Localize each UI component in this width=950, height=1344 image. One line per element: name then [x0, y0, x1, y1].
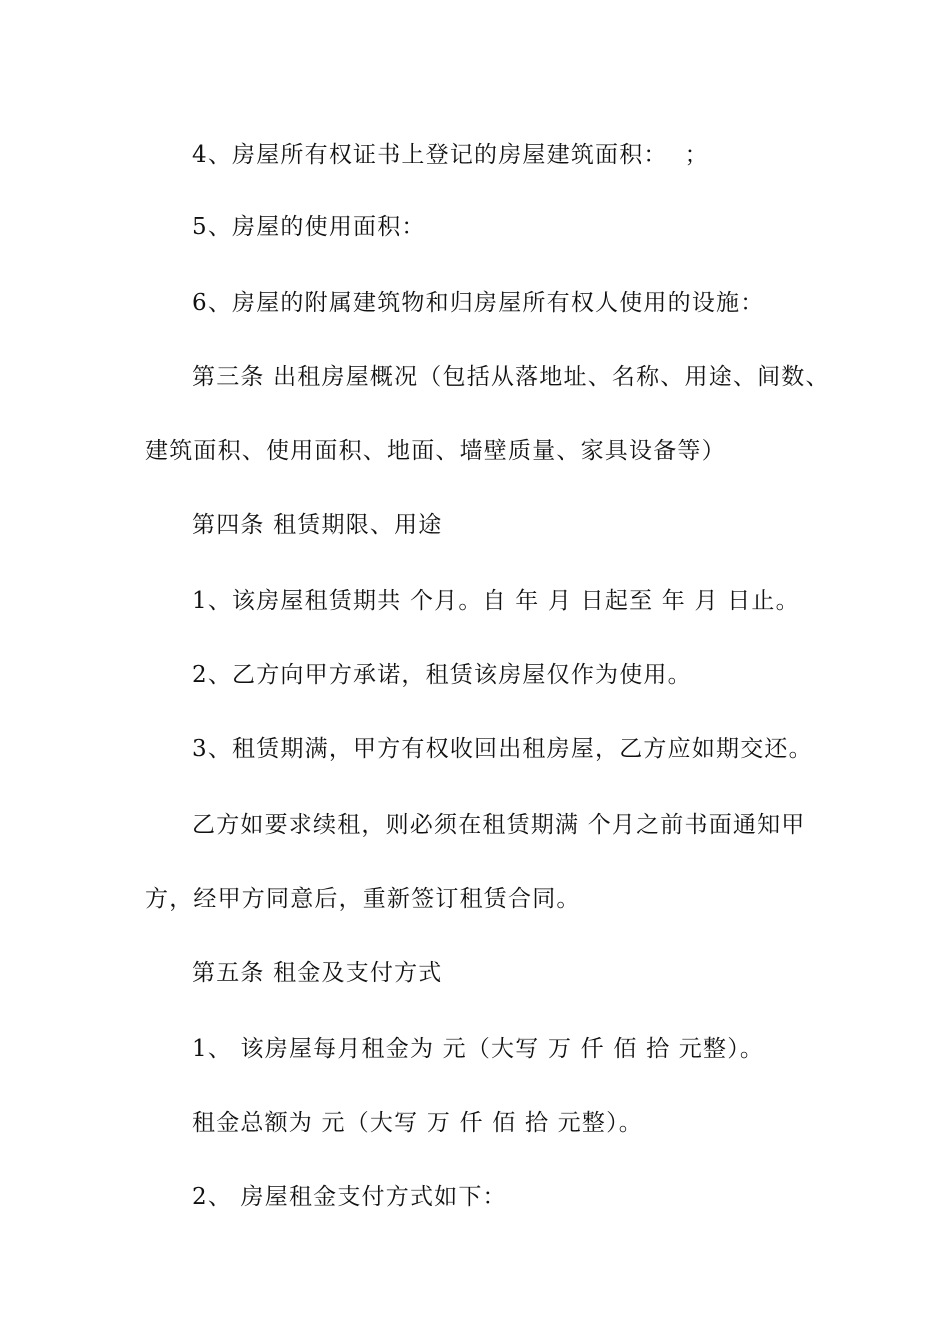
- article-4-item-2: 2、乙方向甲方承诺，租赁该房屋仅作为使用。: [192, 662, 692, 688]
- article-3-continuation: 建筑面积、使用面积、地面、墙壁质量、家具设备等）: [145, 438, 726, 464]
- renewal-paragraph-continuation: 方，经甲方同意后，重新签订租赁合同。: [145, 886, 581, 912]
- article-4-item-1: 1、该房屋租赁期共 个月。自 年 月 日起至 年 月 日止。: [192, 588, 800, 614]
- clause-5-usable-area: 5、房屋的使用面积：: [192, 214, 426, 240]
- article-4-item-3: 3、租赁期满，甲方有权收回出租房屋，乙方应如期交还。: [192, 736, 813, 762]
- clause-6-attached-facilities: 6、房屋的附属建筑物和归房屋所有权人使用的设施：: [192, 290, 765, 316]
- article-3-heading: 第三条 出租房屋概况（包括从落地址、名称、用途、间数、: [192, 364, 830, 390]
- renewal-paragraph: 乙方如要求续租，则必须在租赁期满 个月之前书面通知甲: [192, 812, 806, 838]
- clause-4-building-area: 4、房屋所有权证书上登记的房屋建筑面积： ；: [192, 142, 709, 168]
- article-5-heading: 第五条 租金及支付方式: [192, 960, 443, 986]
- rent-total-line: 租金总额为 元（大写 万 仟 佰 拾 元整）。: [192, 1110, 643, 1136]
- article-5-item-1: 1、 该房屋每月租金为 元（大写 万 仟 佰 拾 元整）。: [192, 1036, 765, 1062]
- article-5-item-2: 2、 房屋租金支付方式如下：: [192, 1184, 507, 1210]
- article-4-heading: 第四条 租赁期限、用途: [192, 512, 443, 538]
